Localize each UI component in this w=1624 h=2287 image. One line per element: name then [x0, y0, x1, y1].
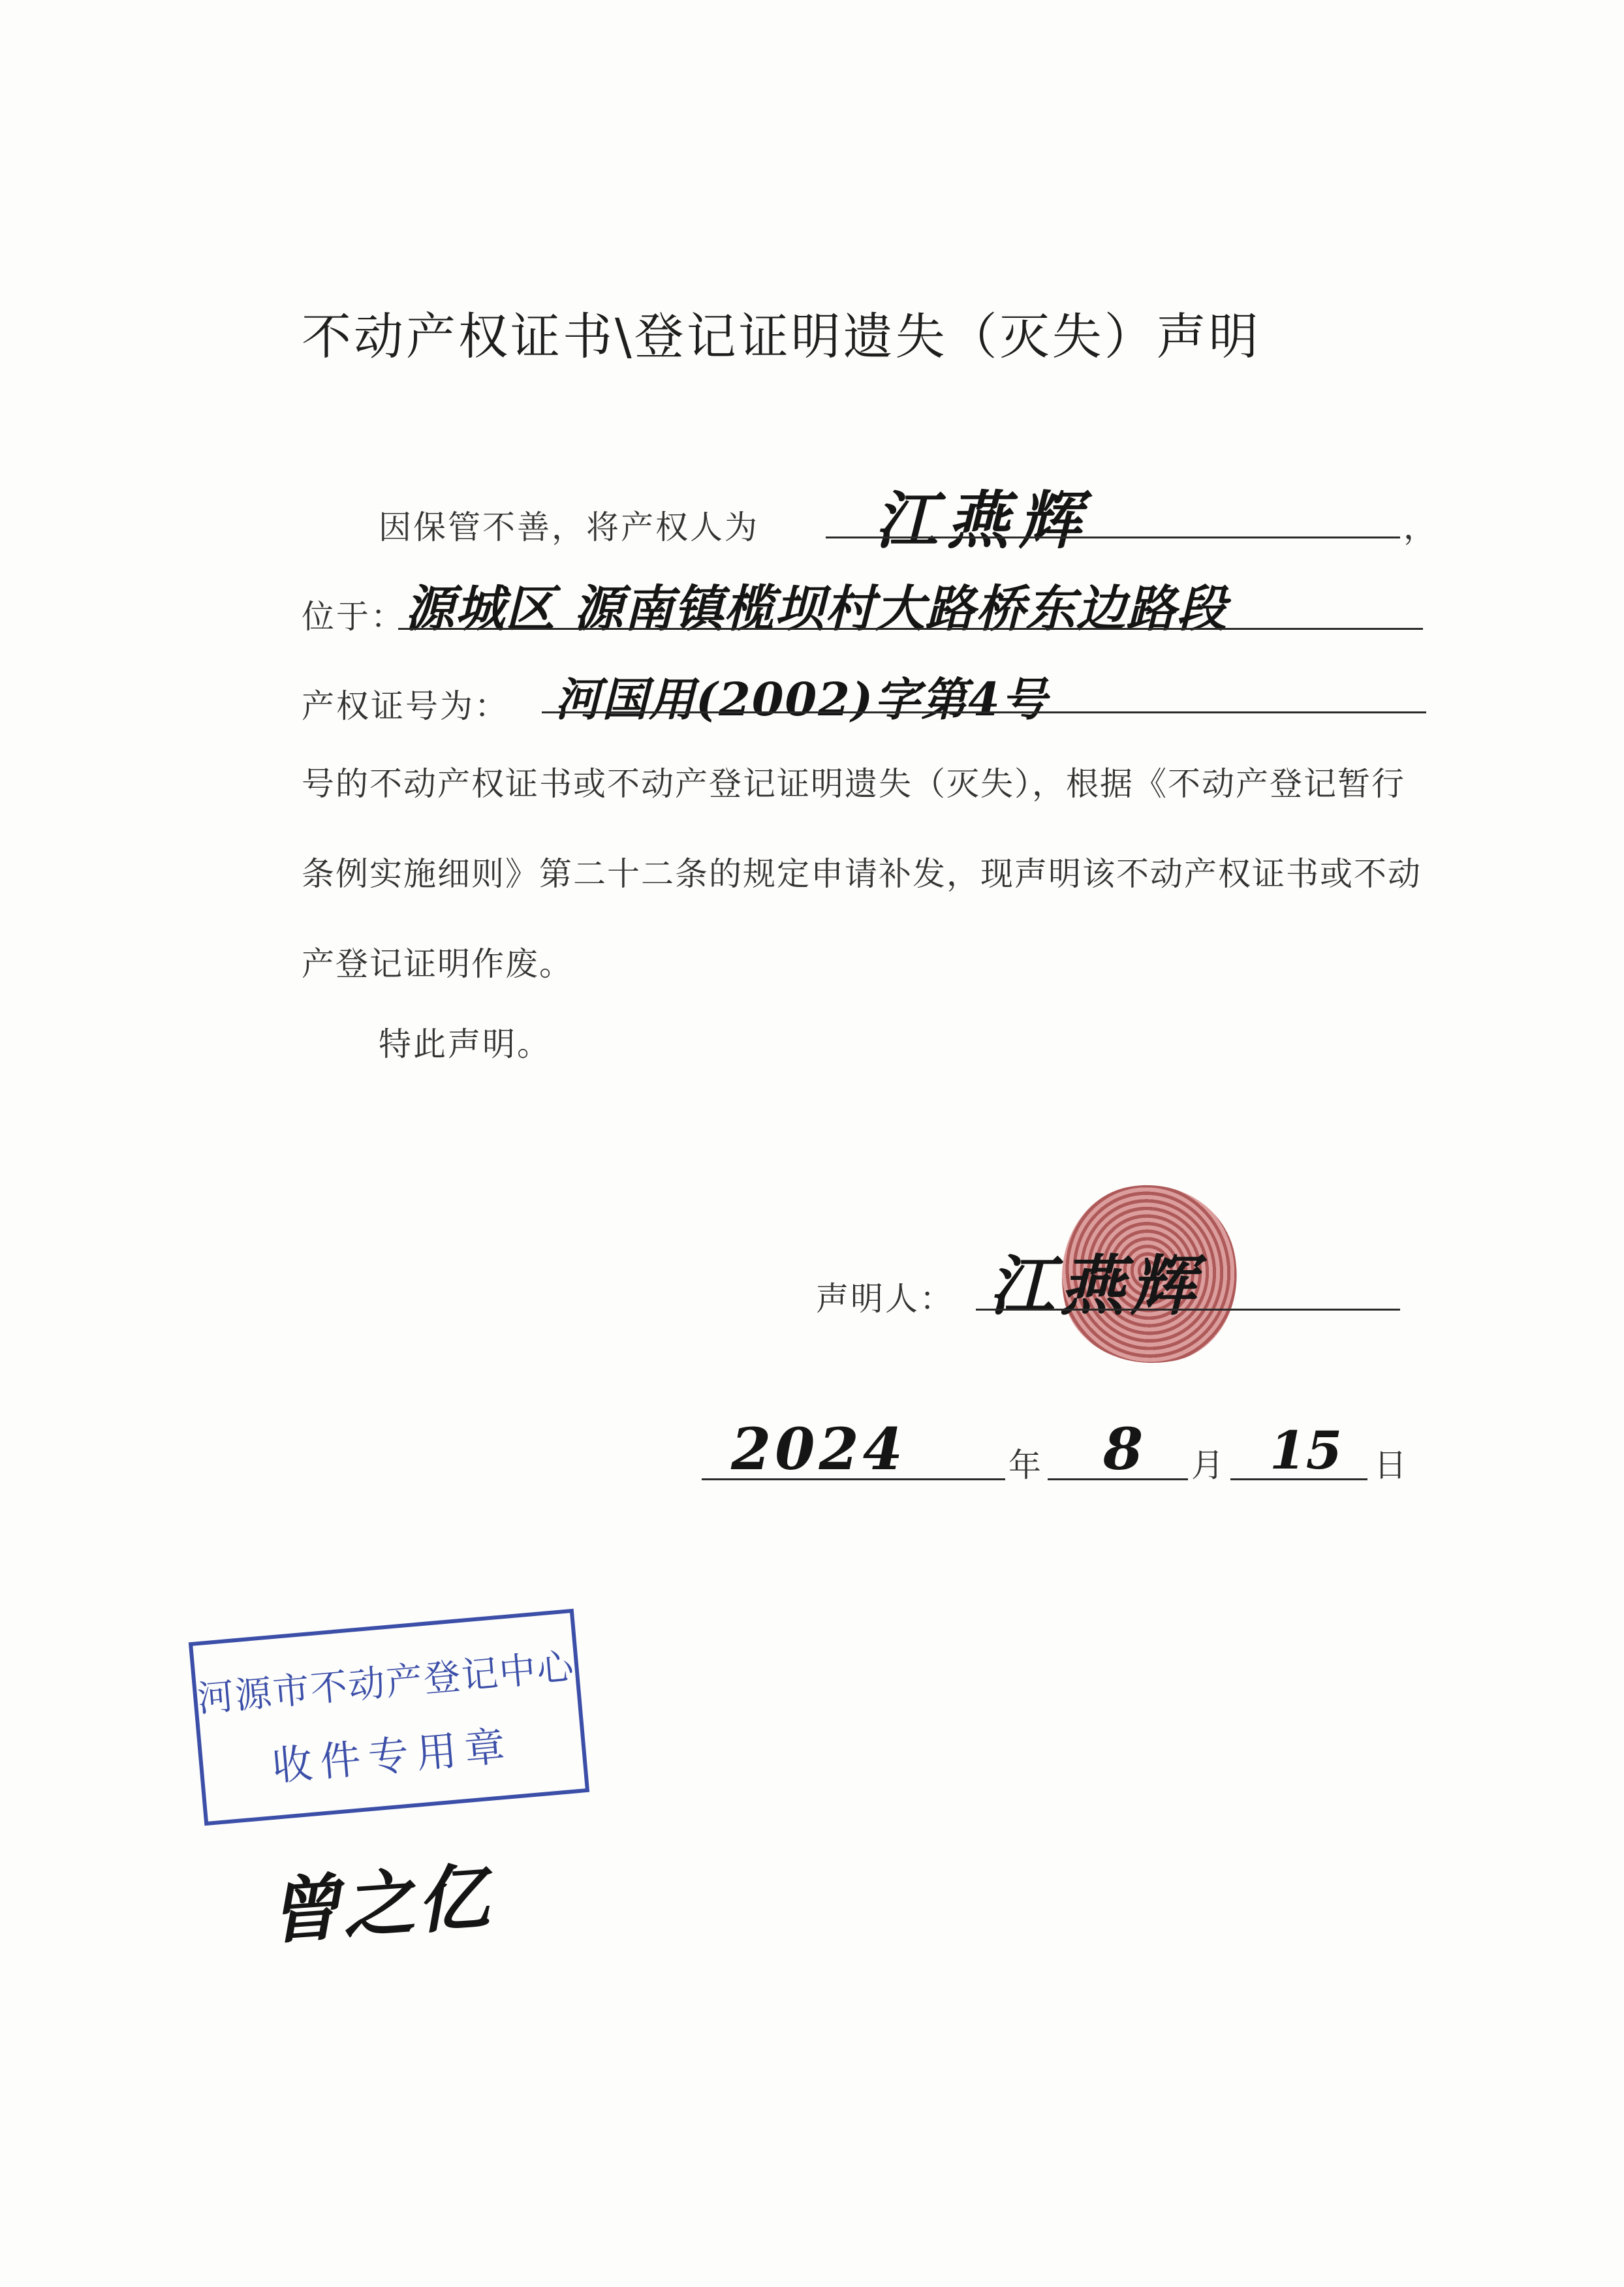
- stamp-line2: 收件专用章: [270, 1721, 515, 1790]
- month-underline: [1048, 1478, 1188, 1480]
- owner-comma: ，: [1403, 508, 1438, 546]
- date-day: 15: [1270, 1420, 1343, 1481]
- cert-prefix: 产权证号为：: [302, 687, 509, 725]
- receiver-signature: 曾之亿: [265, 1854, 494, 1954]
- owner-underline: [826, 537, 1400, 538]
- owner-name-handwritten: 江燕辉: [875, 484, 1090, 557]
- day-unit: 日: [1374, 1446, 1409, 1484]
- declarant-label: 声明人：: [816, 1280, 954, 1318]
- location-prefix: 位于：: [302, 598, 405, 636]
- year-underline: [702, 1478, 1005, 1480]
- body-paragraph: 号的不动产权证书或不动产登记证明遗失（灭失），根据《不动产登记暂行条例实施细则》第二十二条的规定申请补发，现声明该不动产权证书或不动产登记证明作废。: [302, 765, 1422, 983]
- document-title: 不动产权证书\登记证明遗失（灭失）声明: [302, 307, 1261, 366]
- date-year: 2024: [731, 1415, 907, 1483]
- stamp-line1: 河源市不动产登记中心: [195, 1645, 577, 1721]
- declarant-underline: [976, 1309, 1400, 1311]
- cert-underline: [542, 711, 1426, 713]
- declarant-signature: 江燕辉: [989, 1247, 1200, 1324]
- location-handwritten: 源城区 源南镇榄坝村大路桥东边路段: [405, 580, 1227, 638]
- closing-text: 特此声明。: [379, 1025, 552, 1063]
- location-underline: [398, 628, 1423, 630]
- month-unit: 月: [1191, 1446, 1226, 1484]
- cert-number-handwritten: 河国用(2002)字第4号: [555, 672, 1048, 726]
- receipt-stamp: [189, 1609, 589, 1826]
- day-underline: [1230, 1478, 1367, 1480]
- owner-prefix: 因保管不善，将产权人为: [379, 508, 759, 546]
- year-unit: 年: [1008, 1446, 1043, 1484]
- date-month: 8: [1103, 1415, 1144, 1483]
